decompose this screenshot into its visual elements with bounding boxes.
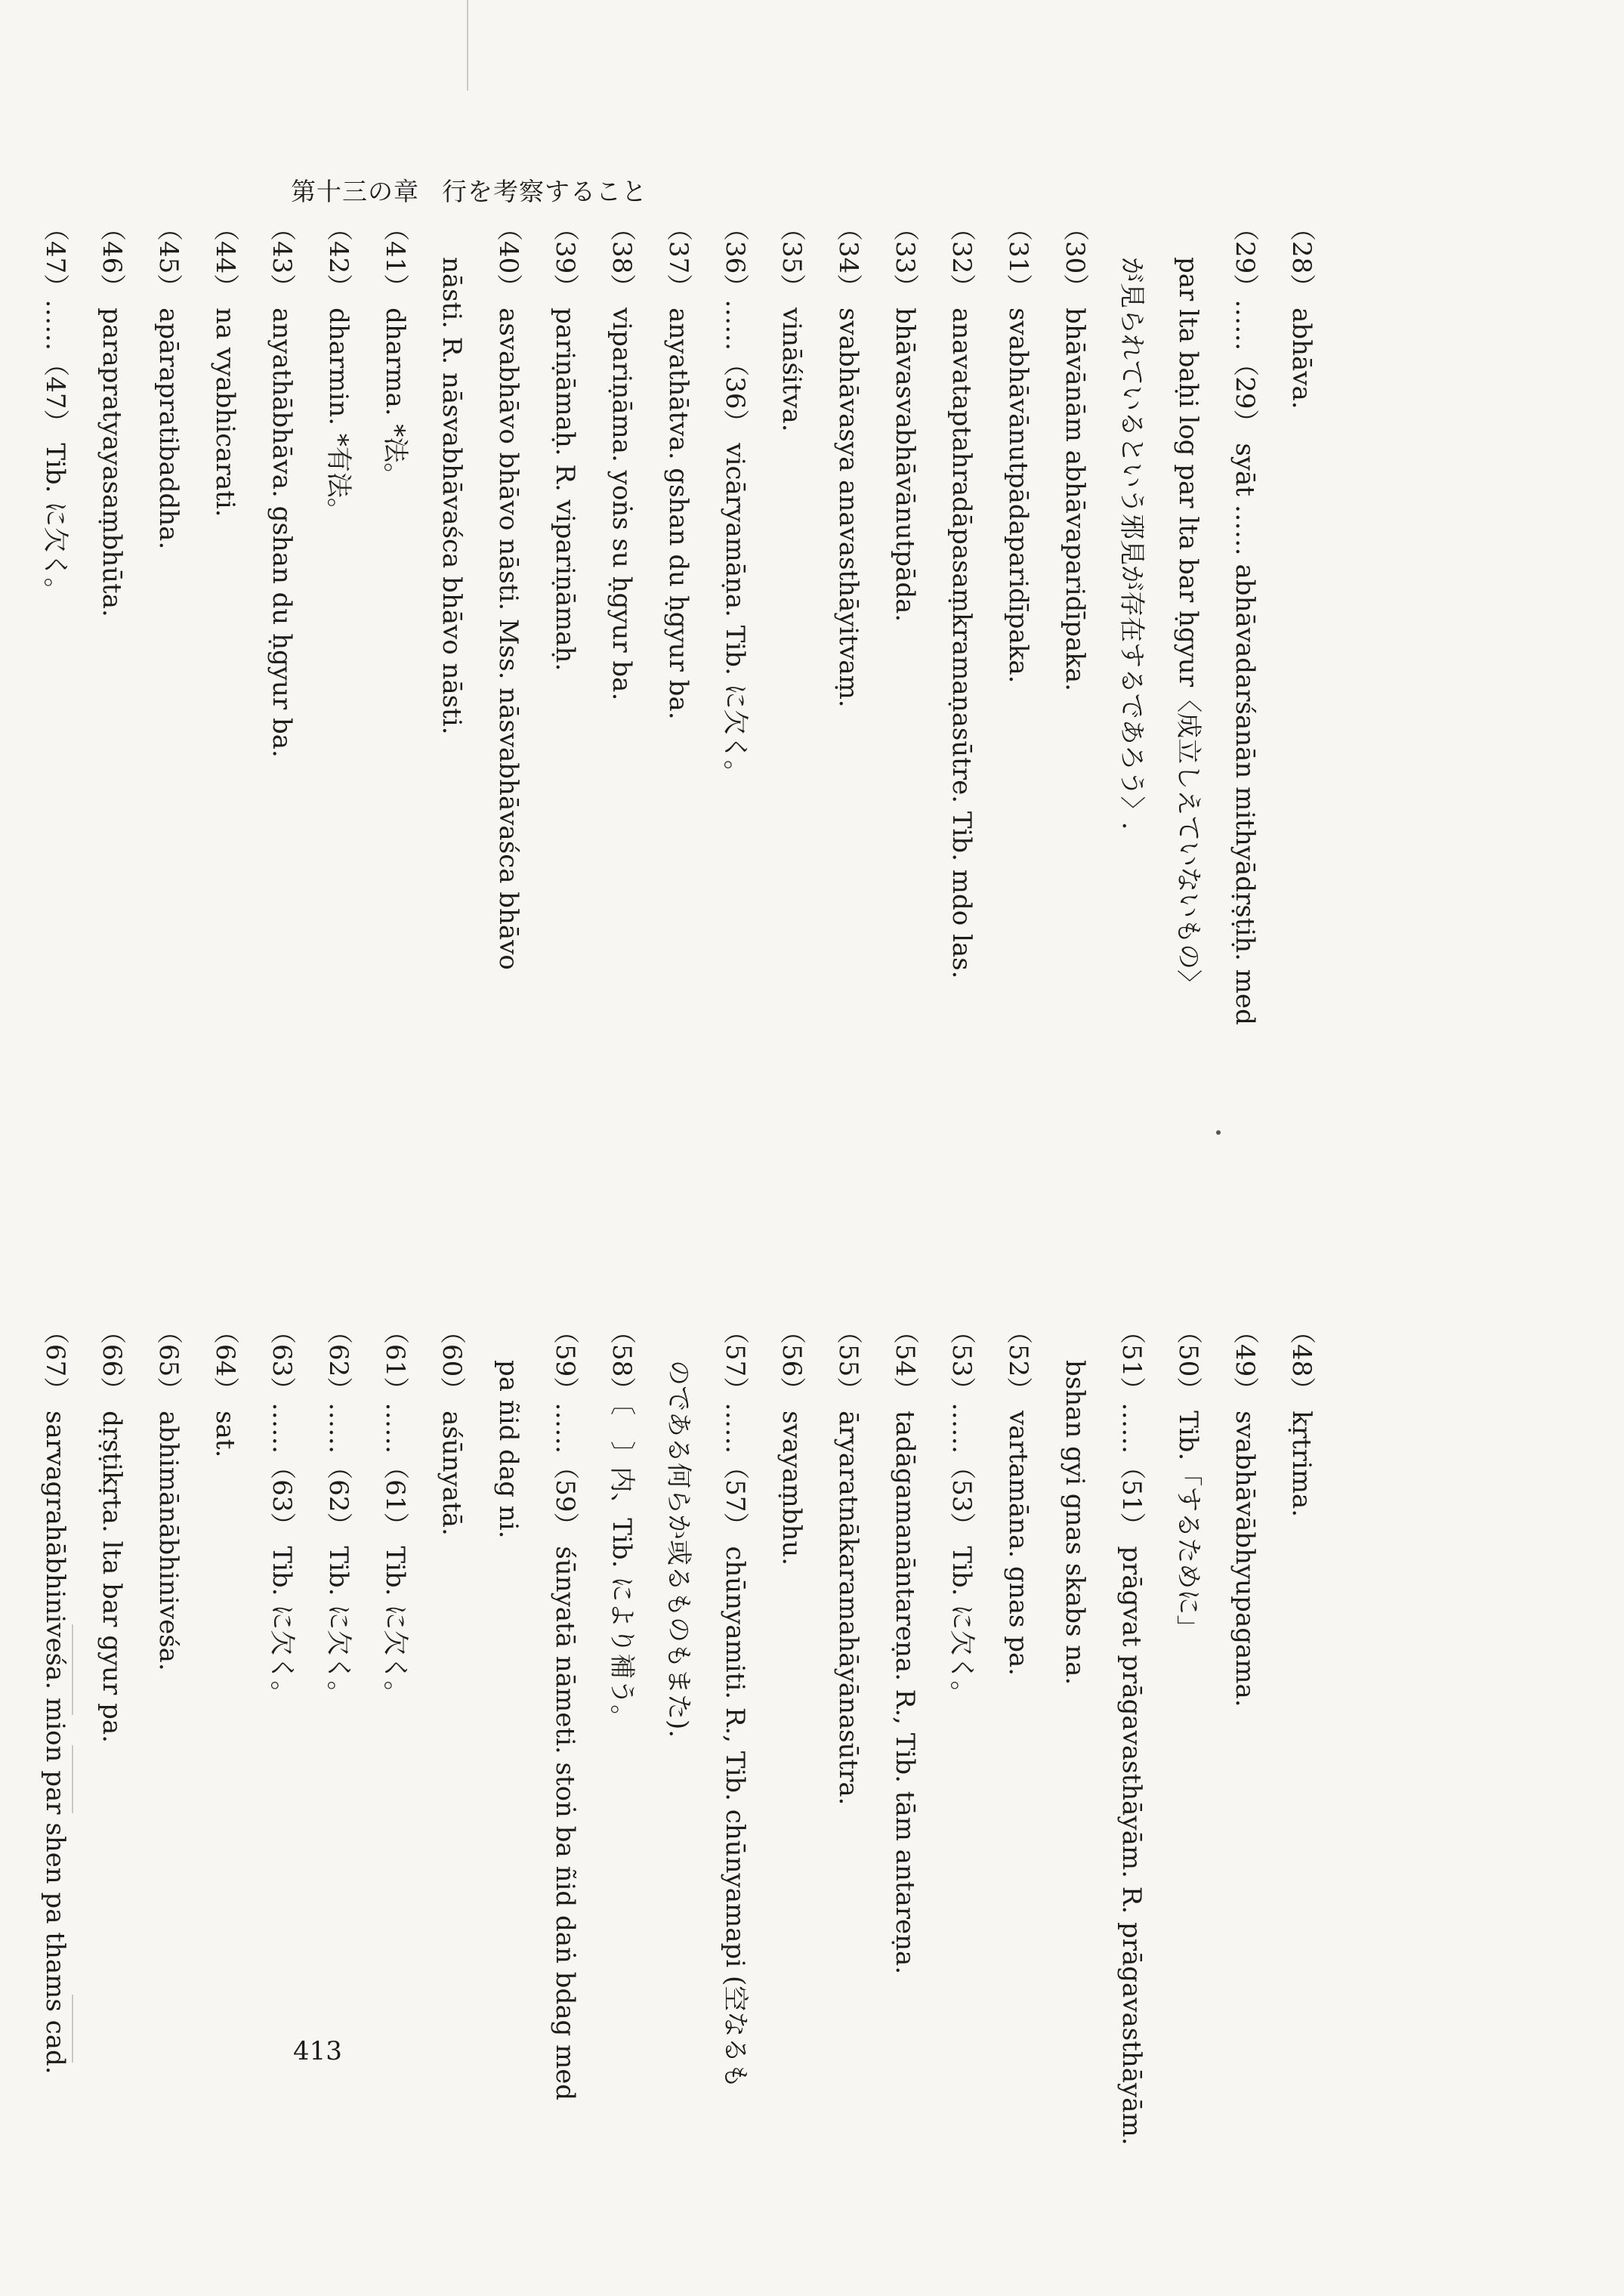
note-line: （47）……（47） Tib. に欠く。 bbox=[40, 215, 70, 604]
note-line: （39） pariṇāmaḥ. R. vipariṇāmaḥ. bbox=[550, 215, 580, 672]
note-line: （62）……（62） Tib. に欠く。 bbox=[323, 1318, 354, 1707]
note-line: （59）……（59） śūnyatā nāmeti. stoṅ ba ñid daṅ bdag med bbox=[550, 1318, 580, 2101]
note-line: （54） tadāgamanāntareṇa. R., Tib. tām antareṇa. bbox=[890, 1318, 920, 1975]
note-line: （36）……（36） vicāryamāṇa. Tib. に欠く。 bbox=[720, 215, 750, 786]
note-line: のである何らか或るものもまた). bbox=[663, 1360, 693, 1738]
note-line: （41） dharma. *法。 bbox=[380, 215, 410, 489]
note-line: pa ñid dag ni. bbox=[493, 1360, 523, 1539]
note-line: （48） kṛtrima. bbox=[1286, 1318, 1317, 1518]
chapter-title: 行を考察すること bbox=[442, 177, 647, 206]
note-line: （37） anyathātva. gshan du ḥgyur ba. bbox=[663, 215, 693, 720]
note-line: （56） svayaṃbhu. bbox=[776, 1318, 807, 1566]
note-line: （67） sarvagrahābhiniveśa. mion par shen pa thams cad. bbox=[40, 1318, 70, 2075]
note-line: （31） svabhāvānutpādaparidīpaka. bbox=[1003, 215, 1033, 684]
note-line: （33） bhāvasvabhāvānutpāda. bbox=[890, 215, 920, 623]
note-line: （49） svabhāvābhyupagama. bbox=[1230, 1318, 1260, 1707]
note-line: （29）……（29） syāt …… abhāvadarśanān mithyādṛṣṭiḥ. med bbox=[1230, 215, 1260, 1025]
note-line: （52） vartamāna. gnas pa. bbox=[1003, 1318, 1033, 1676]
note-line: （64） sat. bbox=[210, 1318, 240, 1458]
running-header bbox=[291, 172, 647, 208]
note-line: （61）……（61） Tib. に欠く。 bbox=[380, 1318, 410, 1707]
note-line: （43） anyathābhāva. gshan du ḥgyur ba. bbox=[267, 215, 297, 758]
margin-ruling-left bbox=[72, 1745, 73, 1813]
note-line: （46） parapratyayasaṃbhūta. bbox=[97, 215, 127, 617]
note-line: （51）……（51） prāgvat prāgavasthāyām. R. prāgavasthāyām. bbox=[1116, 1318, 1147, 2146]
note-line: （50） Tib.「するために」 bbox=[1173, 1318, 1203, 1641]
note-line: （35） vināśitva. bbox=[776, 215, 807, 432]
note-line: bshan gyi gnas skabs na. bbox=[1060, 1360, 1090, 1686]
note-line: （63）……（63） Tib. に欠く。 bbox=[267, 1318, 297, 1707]
note-line: （58）〔 〕内、Tib. により補う。 bbox=[607, 1318, 637, 1731]
margin-ruling-top bbox=[467, 0, 468, 91]
note-line: （53）……（53） Tib. に欠く。 bbox=[946, 1318, 977, 1707]
note-line: が見られているという邪見が存在するであろう〉. bbox=[1116, 257, 1147, 830]
note-line: nāsti. R. nāsvabhāvaśca bhāvo nāsti. bbox=[437, 257, 467, 735]
note-line: （34） svabhāvasya anavasthāyitvaṃ. bbox=[833, 215, 863, 708]
note-line: （44） na vyabhicarati. bbox=[210, 215, 240, 518]
note-line: （40） asvabhāvo bhāvo nāsti. Mss. nāsvabhāvaśca bhāvo bbox=[493, 215, 523, 970]
note-line: （60） aśūnyatā. bbox=[437, 1318, 467, 1536]
note-line: （42） dharmin. *有法。 bbox=[323, 215, 354, 524]
chapter-label: 第十三の章 bbox=[291, 177, 419, 206]
note-line: （32） anavataptahradāpasaṃkramaṇasūtre. Tib. mdo las. bbox=[946, 215, 977, 979]
speck-mark bbox=[1216, 1130, 1221, 1135]
note-line: （55） āryaratnākaramahāyānasūtra. bbox=[833, 1318, 863, 1806]
note-line: （30） bhāvānām abhāvaparidīpaka. bbox=[1060, 215, 1090, 691]
page-number: 413 bbox=[293, 2036, 342, 2066]
note-line: （66） dṛṣṭikṛta. lta bar gyur pa. bbox=[97, 1318, 127, 1743]
notes-column-lower bbox=[26, 215, 1329, 1250]
note-line: （28） abhāva. bbox=[1286, 215, 1317, 409]
margin-ruling-left bbox=[72, 1624, 73, 1715]
note-line: （45） apārapratibaddha. bbox=[153, 215, 184, 550]
note-line: （57）……（57） chūnyamiti. R., Tib. chūnyamapi (空なるも bbox=[720, 1318, 750, 2089]
note-line: （65） abhimānābhiniveśa. bbox=[153, 1318, 184, 1671]
note-line: par lta baḥi log par lta bar ḥgyur〈成立しえていないもの〉 bbox=[1173, 257, 1203, 996]
margin-ruling-left bbox=[72, 1995, 73, 2063]
note-line: （38） vipariṇāma. yoṅs su ḥgyur ba. bbox=[607, 215, 637, 701]
